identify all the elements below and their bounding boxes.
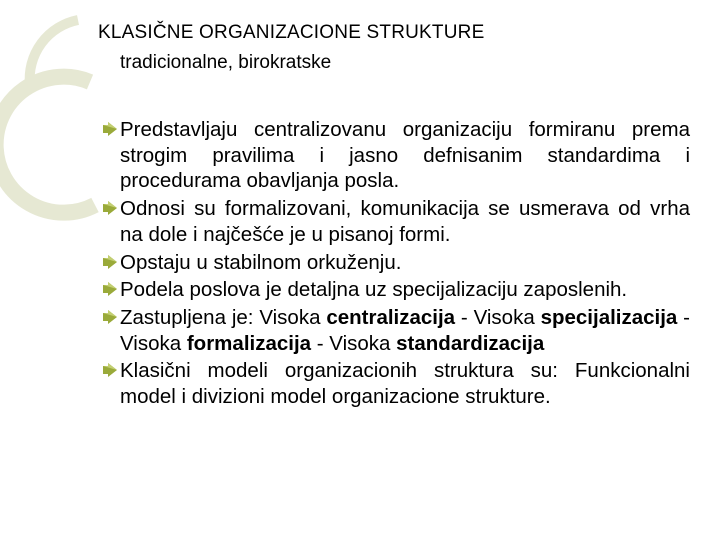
attribute-label: Visoka xyxy=(120,331,187,355)
bullet-text: Opstaju u stabilnom orkuženju. xyxy=(120,250,402,274)
bullet-item xyxy=(102,250,690,276)
attribute-label: Visoka xyxy=(329,331,397,355)
bullet-item xyxy=(102,117,690,194)
bullet-text: Predstavljaju centralizovanu organizaciju formiranu prema strogim pravilima i jasno defnisanim standardima i procedurama obavljanja posla. xyxy=(120,118,690,193)
arrow-bullet-icon xyxy=(102,201,120,215)
decorative-arcs xyxy=(0,0,110,300)
slide-subtitle: tradicionalne, birokratske xyxy=(120,52,332,73)
attribute-separator: - xyxy=(677,305,691,329)
attribute-label: Visoka xyxy=(473,305,541,329)
arrow-bullet-icon xyxy=(102,255,120,269)
attribute-strong: centralizacija xyxy=(326,305,456,329)
bullet-item xyxy=(102,358,690,409)
attribute-separator: - xyxy=(455,305,474,329)
attribute-separator: - xyxy=(311,331,330,355)
attribute-strong: specijalizacija xyxy=(540,305,678,329)
decor-arc-c xyxy=(0,77,95,213)
slide-title: KLASIČNE ORGANIZACIONE STRUKTURE xyxy=(98,22,485,43)
bullet-text: Klasični modeli organizacionih struktura su: Funkcionalni model i divizioni model organizacione strukture. xyxy=(120,359,690,409)
bullet-item xyxy=(102,277,690,303)
bullet-item xyxy=(102,196,690,247)
bullet-prefix: Zastupljena je: xyxy=(120,305,260,329)
attribute-strong: formalizacija xyxy=(186,331,312,355)
arrow-bullet-icon xyxy=(102,282,120,296)
arrow-bullet-icon xyxy=(102,363,120,377)
bullet-text: Odnosi su formalizovani, komunikacija se usmerava od vrha na dole i najčešće je u pisanoj formi. xyxy=(120,197,690,246)
bullet-list xyxy=(102,117,690,412)
arrow-bullet-icon xyxy=(102,122,120,136)
bullet-item xyxy=(102,305,690,356)
attribute-label: Visoka xyxy=(259,305,327,329)
bullet-text: Podela poslova je detaljna uz specijalizaciju zaposlenih. xyxy=(120,278,628,302)
attribute-strong: standardizacija xyxy=(396,331,545,355)
arrow-bullet-icon xyxy=(102,310,120,324)
